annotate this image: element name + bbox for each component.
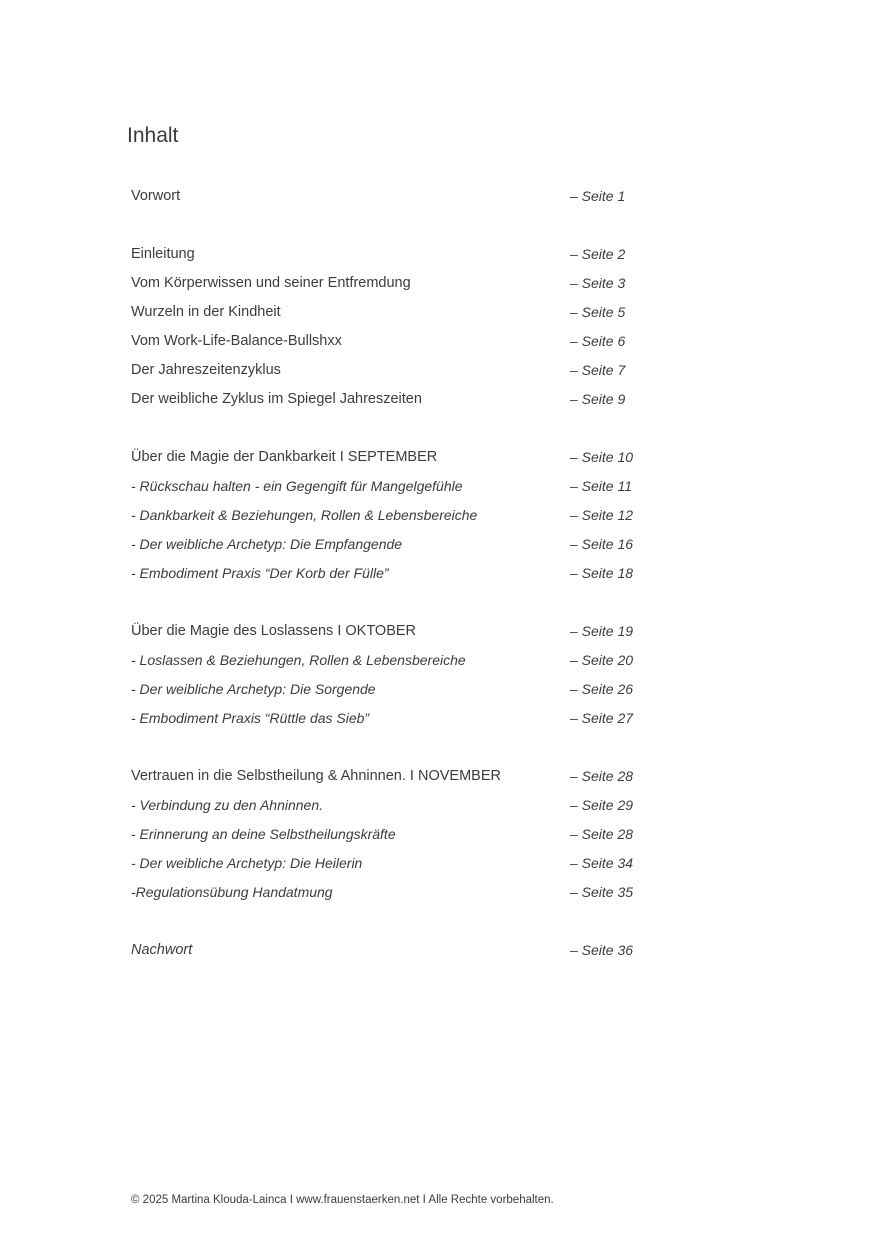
toc-entry (131, 936, 691, 965)
toc-page-number: – Seite 19 (570, 623, 634, 639)
toc-entry-label: - Der weibliche Archetyp: Die Sorgende (131, 681, 376, 697)
toc-page-number: – Seite 18 (570, 565, 634, 581)
toc-entry-label: - Dankbarkeit & Beziehungen, Rollen & Lebensbereiche (131, 507, 478, 523)
toc-entry-label: - Loslassen & Beziehungen, Rollen & Lebensbereiche (131, 652, 466, 668)
toc-page-number: – Seite 7 (570, 362, 626, 378)
toc-entry (131, 762, 691, 791)
toc-entry-label: - Verbindung zu den Ahninnen. (131, 797, 323, 813)
toc-entry-label: Nachwort (131, 942, 193, 958)
copyright-footer: © 2025 Martina Klouda-Lainca I www.frauenstaerken.net I Alle Rechte vorbehalten. (131, 1194, 554, 1206)
toc-entry-label: Einleitung (131, 246, 195, 262)
toc-entry (131, 298, 691, 327)
toc-page-number: – Seite 16 (570, 536, 634, 552)
toc-entry (131, 327, 691, 356)
toc-entry-label: Über die Magie der Dankbarkeit I SEPTEMBER (131, 449, 438, 465)
toc-subentry (131, 530, 691, 559)
page-title: Inhalt (127, 124, 179, 147)
toc-entry-label: Vertrauen in die Selbstheilung & Ahninnen. I NOVEMBER (131, 768, 501, 784)
toc-page-number: – Seite 9 (570, 391, 626, 407)
toc-entry (131, 443, 691, 472)
toc-page-number: – Seite 20 (570, 652, 634, 668)
toc-entry-label: - Der weibliche Archetyp: Die Heilerin (131, 855, 363, 871)
toc-page-number: – Seite 12 (570, 507, 634, 523)
toc-entry-label: Über die Magie des Loslassens I OKTOBER (131, 623, 417, 639)
toc-entry (131, 269, 691, 298)
toc-subentry (131, 559, 691, 588)
toc-page-number: – Seite 34 (570, 855, 634, 871)
toc-entry-label: - Embodiment Praxis “Der Korb der Fülle” (131, 565, 389, 581)
toc-page-number: – Seite 35 (570, 884, 634, 900)
toc-entry-label: Der weibliche Zyklus im Spiegel Jahreszeiten (131, 391, 422, 407)
toc-entry (131, 617, 691, 646)
toc-subentry (131, 472, 691, 501)
toc-page-number: – Seite 5 (570, 304, 626, 320)
toc-entry (131, 385, 691, 414)
toc-page-number: – Seite 27 (570, 710, 634, 726)
table-of-contents (131, 182, 691, 965)
toc-entry (131, 356, 691, 385)
toc-entry (131, 240, 691, 269)
toc-page-number: – Seite 11 (570, 478, 633, 494)
toc-page-number: – Seite 29 (570, 797, 634, 813)
toc-page-number: – Seite 26 (570, 681, 634, 697)
toc-entry-label: Vom Körperwissen und seiner Entfremdung (131, 275, 411, 291)
toc-entry-label: - Der weibliche Archetyp: Die Empfangende (131, 536, 403, 552)
toc-subentry (131, 849, 691, 878)
toc-entry (131, 182, 691, 211)
toc-subentry (131, 675, 691, 704)
toc-entry-label: Vom Work-Life-Balance-Bullshxx (131, 333, 342, 349)
toc-page-number: – Seite 1 (570, 188, 626, 204)
toc-subentry (131, 820, 691, 849)
toc-subentry (131, 646, 691, 675)
toc-entry-label: - Embodiment Praxis “Rüttle das Sieb” (131, 710, 370, 726)
toc-page-number: – Seite 2 (570, 246, 626, 262)
toc-entry-label: Der Jahreszeitenzyklus (131, 362, 281, 378)
toc-page-number: – Seite 36 (570, 942, 634, 958)
toc-subentry (131, 878, 691, 907)
toc-entry-label: - Erinnerung an deine Selbstheilungskräfte (131, 826, 396, 842)
toc-entry-label: Wurzeln in der Kindheit (131, 304, 281, 320)
toc-entry-label: -Regulationsübung Handatmung (131, 884, 333, 900)
toc-page-number: – Seite 28 (570, 768, 634, 784)
toc-subentry (131, 704, 691, 733)
toc-page-number: – Seite 10 (570, 449, 634, 465)
toc-subentry (131, 791, 691, 820)
toc-subentry (131, 501, 691, 530)
toc-entry-label: - Rückschau halten - ein Gegengift für Mangelgefühle (131, 478, 463, 494)
toc-entry-label: Vorwort (131, 188, 181, 204)
toc-page-number: – Seite 3 (570, 275, 626, 291)
toc-page-number: – Seite 6 (570, 333, 626, 349)
toc-page-number: – Seite 28 (570, 826, 634, 842)
